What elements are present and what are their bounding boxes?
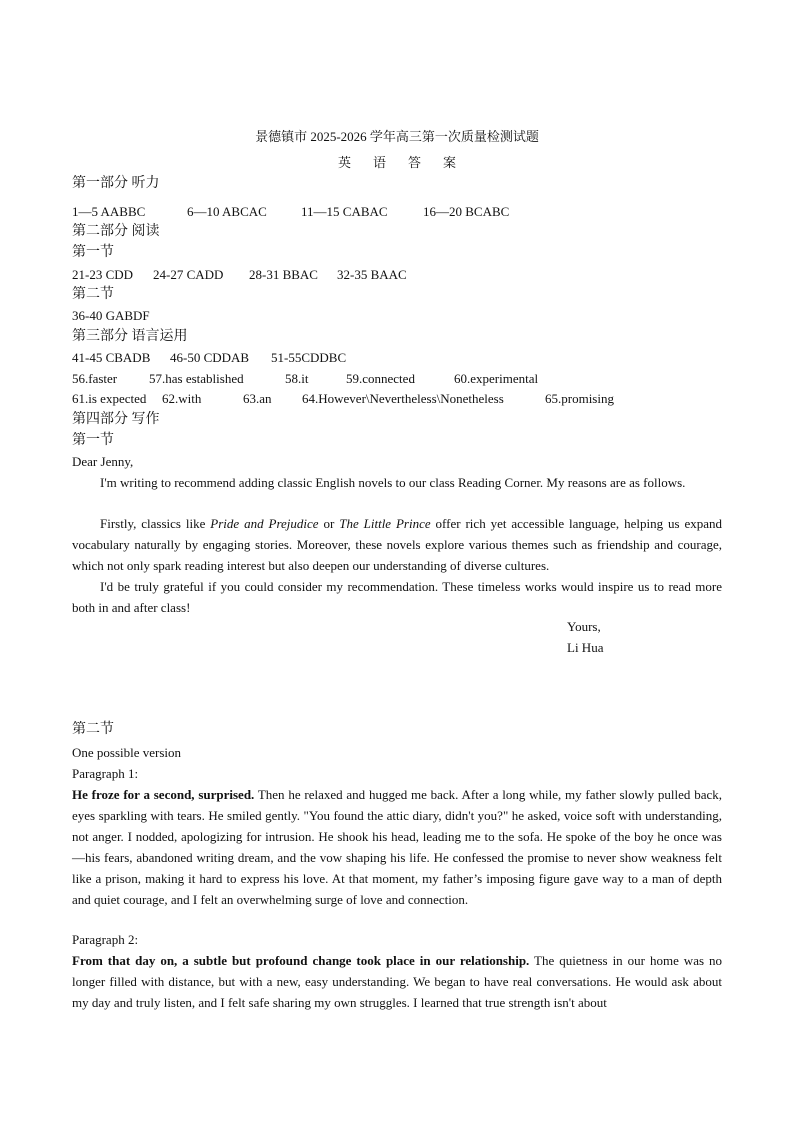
answer-group: 21-23 CDD: [72, 267, 134, 282]
letter-paragraph-1: I'm writing to recommend adding classic English novels to our class Reading Corner. My reasons are as follows.: [100, 475, 686, 490]
part2-answers1: [72, 266, 407, 284]
answer-item: 56.faster: [72, 371, 118, 386]
answer-item: 62.with: [162, 391, 202, 406]
part3-heading: 第三部分 语言运用: [72, 329, 188, 344]
text-run: Firstly, classics like: [100, 516, 211, 531]
letter-signature: Li Hua: [567, 640, 604, 655]
answer-group: 51-55CDDBC: [271, 350, 347, 365]
answer-group: 11—15 CABAC: [301, 204, 388, 219]
paragraph-lead: He froze for a second, surprised.: [72, 787, 255, 802]
answer-group: 24-27 CADD: [153, 267, 224, 282]
page-title: 景德镇市 2025-2026 学年高三第一次质量检测试题: [255, 129, 539, 144]
page-subtitle: 英语答案: [337, 155, 478, 170]
part3-answers2: [72, 370, 538, 388]
part3-answers3: [72, 390, 614, 408]
answer-group: 41-45 CBADB: [72, 350, 151, 365]
book-title: The Little Prince: [339, 516, 431, 531]
answer-item: 58.it: [285, 371, 309, 386]
paragraph-2-label: Paragraph 2:: [72, 932, 139, 947]
answer-item: 61.is expected: [72, 391, 147, 406]
answer-group: 16—20 BCABC: [423, 204, 510, 219]
answer-item: 63.an: [243, 391, 272, 406]
part4-section2: 第二节: [72, 722, 114, 737]
paragraph-lead: From that day on, a subtle but profound change took place in our relationship.: [72, 953, 530, 968]
part4-section1: 第一节: [72, 433, 114, 448]
answer-item: 59.connected: [346, 371, 415, 386]
text-run: The quietness in our home was no longer filled with distance, but with a new, easy understanding. We began to have real conversations. He would ask about my day and truly listen, and I felt safe sharing my own struggles. I learned that true strength isn't about: [72, 953, 722, 1010]
text-run: offer rich yet accessible language, helping us expand vocabulary naturally by engaging stories. Moreover, these novels explore various themes such as friendship and courage, which not only spark reading interest but also deepen our understanding of diverse cultures.: [72, 516, 722, 573]
answer-item: 60.experimental: [454, 371, 539, 386]
part4-heading: 第四部分 写作: [72, 412, 160, 427]
text-run: Then he relaxed and hugged me back. After a long while, my father slowly pulled back, eyes sparkling with tears. He smiled gently. "You found the attic diary, didn't you?" he asked, voice soft with understanding, not anger. I nodded, apologizing for intrusion. He shook his head, leading me to the sofa. He spoke of the boy he once was—his fears, abandoned writing dream, and the vow shaping his life. He confessed the promise to never show weakness felt like a prison, making it hard to express his love. At that moment, my father’s imposing figure gave way to a man of depth and quiet courage, and I felt an overwhelming surge of love and connection.: [72, 787, 722, 907]
part1-heading: 第一部分 听力: [72, 176, 160, 191]
book-title: Pride and Prejudice: [210, 516, 319, 531]
letter-closing: Yours,: [567, 619, 601, 634]
part3-answers1: [72, 349, 346, 367]
continuation-paragraph-1: [72, 784, 722, 910]
part2-heading: 第二部分 阅读: [72, 224, 160, 239]
part1-answers: [72, 203, 509, 221]
answer-item: 57.has established: [149, 371, 244, 386]
text-run: or: [318, 516, 340, 531]
letter-paragraph-3: I'd be truly grateful if you could consider my recommendation. These timeless works would inspire us to read more both in and after class!: [72, 579, 722, 615]
part2-section1: 第一节: [72, 245, 114, 260]
continuation-paragraph-2: [72, 950, 722, 1013]
version-label: One possible version: [72, 745, 182, 760]
answer-group: 28-31 BBAC: [249, 267, 318, 282]
answer-group: 32-35 BAAC: [337, 267, 407, 282]
answer-group: 6—10 ABCAC: [187, 204, 267, 219]
paragraph-1-label: Paragraph 1:: [72, 766, 139, 781]
answer-group: 46-50 CDDAB: [170, 350, 250, 365]
letter-paragraph-2: [72, 513, 722, 576]
part2-section2: 第二节: [72, 287, 114, 302]
answer-item: 64.However\Nevertheless\Nonetheless: [302, 391, 504, 406]
answer-group: 1—5 AABBC: [72, 204, 146, 219]
answer-item: 65.promising: [545, 391, 614, 406]
letter-greeting: Dear Jenny,: [72, 454, 134, 469]
part2-answers2: 36-40 GABDF: [72, 308, 150, 323]
